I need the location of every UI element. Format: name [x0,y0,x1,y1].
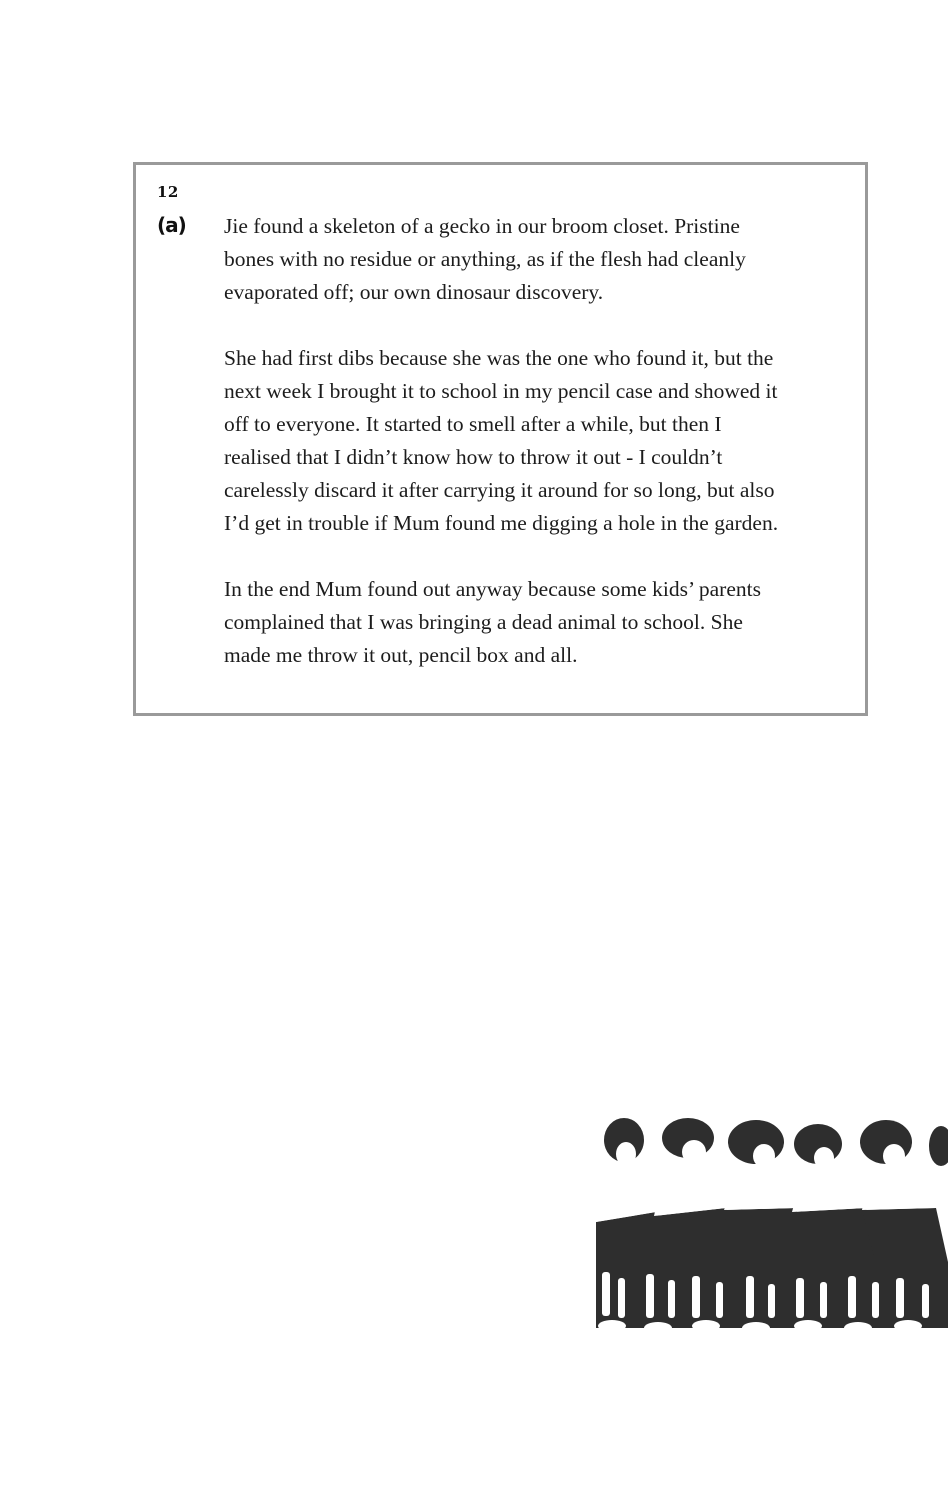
paragraph-1 [224,210,844,309]
line: complained that I was bringing a dead animal to school. She [224,610,743,634]
line: realised that I didn’t know how to throw it out - I couldn’t [224,445,723,469]
line: carelessly discard it after carrying it around for so long, but also [224,478,775,502]
line: I’d get in trouble if Mum found me digging a hole in the garden. [224,511,779,535]
line: She had first dibs because she was the one who found it, but the [224,346,774,370]
line: next week I brought it to school in my pencil case and showed it [224,379,778,403]
schoolgirls-drawing [596,1112,948,1344]
paragraph-3 [224,573,844,672]
section-label: (a) [157,213,186,237]
line: bones with no residue or anything, as if the flesh had cleanly [224,247,746,271]
line: Jie found a skeleton of a gecko in our broom closet. Pristine [224,214,740,238]
schoolgirls-illustration [596,1112,948,1344]
line: off to everyone. It started to smell after a while, but then I [224,412,722,436]
line: In the end Mum found out anyway because some kids’ parents [224,577,761,601]
story-text [224,210,844,672]
line: made me throw it out, pencil box and all. [224,643,578,667]
story-frame [133,162,868,716]
paragraph-2 [224,342,844,540]
page-number: 12 [157,183,179,201]
line: evaporated off; our own dinosaur discovery. [224,280,604,304]
